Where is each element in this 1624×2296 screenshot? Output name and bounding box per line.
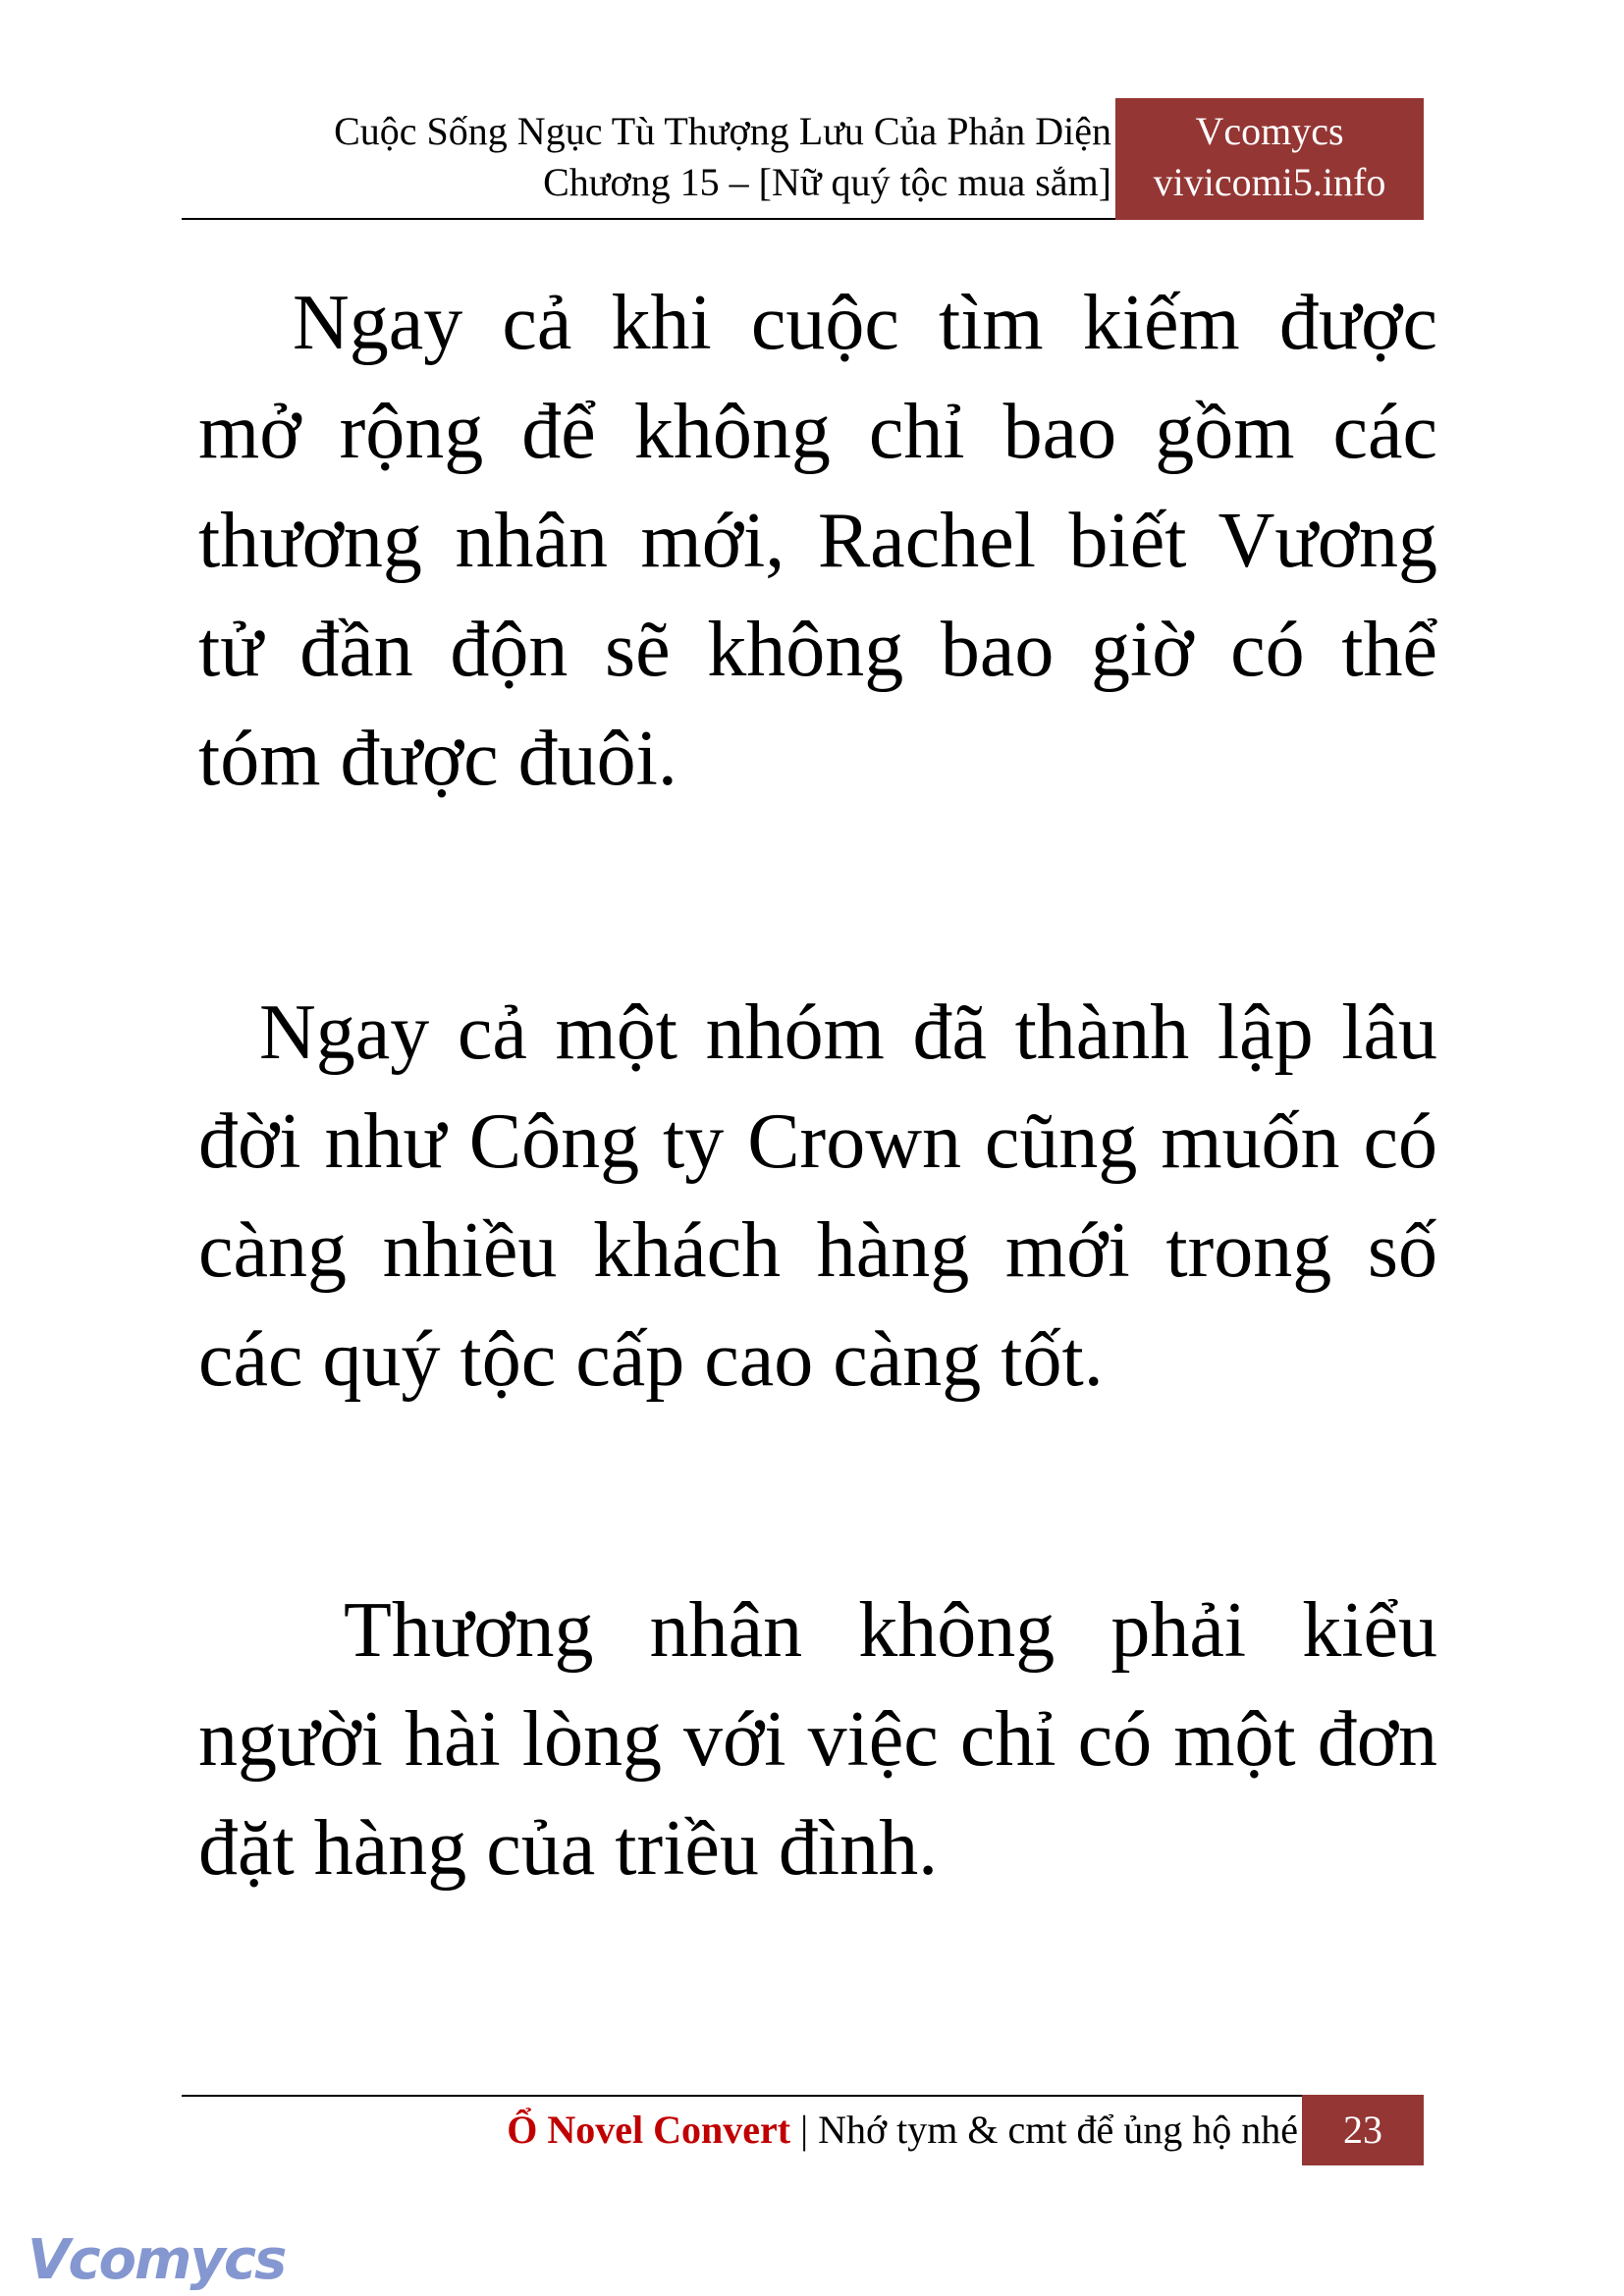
page-footer	[182, 2095, 1424, 2165]
book-title: Cuộc Sống Ngục Tù Thượng Lưu Của Phản Diện	[334, 109, 1111, 153]
paragraph-1: Ngay cả khi cuộc tìm kiếm được mở rộng để không chỉ bao gồm các thương nhân mới, Rachel biết Vương tử đần độn sẽ không bao giờ có thể tóm được đuôi.	[198, 280, 1437, 802]
site-url: vivicomi5.info	[1153, 160, 1386, 204]
footer-text	[507, 2105, 1298, 2156]
paragraph-3: Thương nhân không phải kiểu người hài lòng với việc chỉ có một đơn đặt hàng của triều đình.	[198, 1587, 1437, 1892]
page-header	[182, 98, 1424, 220]
footer-brand: Ổ Novel Convert	[507, 2108, 791, 2152]
header-titles	[334, 106, 1111, 208]
page-number: 23	[1302, 2095, 1424, 2165]
footer-separator: |	[800, 2108, 809, 2152]
site-name: Vcomycs	[1195, 109, 1344, 153]
footer-divider	[182, 2095, 1424, 2097]
site-badge	[1115, 98, 1424, 220]
chapter-title: Chương 15 – [Nữ quý tộc mua sắm]	[543, 160, 1111, 204]
paragraph-2: Ngay cả một nhóm đã thành lập lâu đời như Công ty Crown cũng muốn có càng nhiều khách hàng mới trong số các quý tộc cấp cao càng tốt.	[198, 989, 1437, 1403]
watermark-logo: Vcomycs	[27, 2228, 286, 2292]
footer-note: Nhớ tym & cmt để ủng hộ nhé	[818, 2108, 1298, 2152]
header-divider	[182, 218, 1115, 220]
